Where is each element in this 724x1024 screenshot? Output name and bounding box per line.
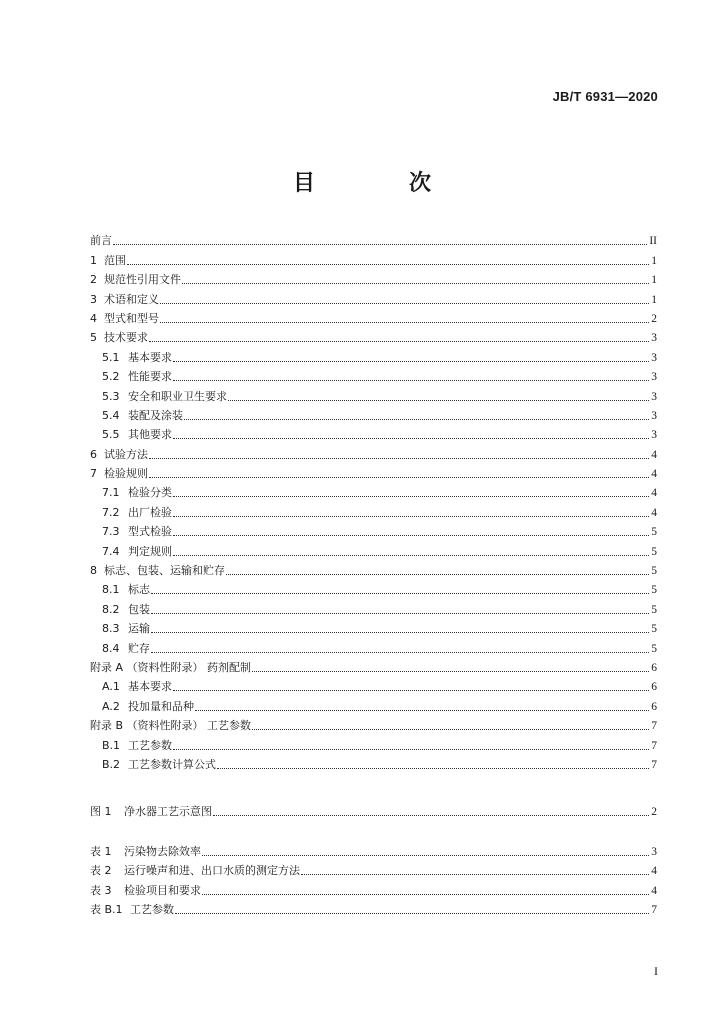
toc-entry-page: 5	[651, 584, 657, 597]
toc-entry-number: 表 B.1	[90, 902, 123, 916]
document-code: JB/T 6931—2020	[552, 89, 658, 104]
toc-entry[interactable]	[90, 481, 657, 500]
toc-entry[interactable]	[90, 539, 657, 558]
toc-entry-label: 基本要求	[128, 350, 172, 364]
toc-dot-leader	[228, 398, 649, 401]
toc-entry-number: 表 2	[90, 864, 112, 878]
toc-dot-leader	[149, 475, 649, 478]
toc-dot-leader	[160, 320, 649, 323]
toc-entry[interactable]	[90, 423, 657, 442]
toc-entry-number: 8	[90, 564, 97, 578]
toc-entry-label: 型式和型号	[104, 311, 159, 325]
toc-entry-number: 3	[90, 292, 97, 306]
toc-entry[interactable]	[90, 500, 657, 519]
toc-dot-leader	[182, 281, 649, 284]
toc-entry-page: 4	[651, 487, 657, 500]
toc-entry-label: 试验方法	[104, 447, 148, 461]
toc-entry[interactable]	[90, 307, 657, 326]
toc-title: 目 次	[292, 171, 467, 196]
toc-entry-label: 包装	[128, 602, 150, 616]
toc-entry-page: 2	[651, 312, 657, 325]
toc-entry-label: 技术要求	[104, 331, 148, 345]
toc-entry-page: 5	[651, 545, 657, 558]
toc-figure-entries	[90, 800, 657, 819]
toc-entry-label: 性能要求	[128, 370, 172, 384]
toc-entry-number: 2	[90, 273, 97, 287]
toc-entry[interactable]	[90, 462, 657, 481]
toc-entry[interactable]	[90, 404, 657, 423]
toc-entry-page: 5	[651, 623, 657, 636]
toc-main-entries	[90, 229, 657, 772]
toc-entry-number: 5.3	[102, 389, 120, 403]
toc-entry-number: 表 1	[90, 844, 112, 858]
toc-entry[interactable]	[90, 442, 657, 461]
toc-dot-leader	[160, 301, 649, 304]
toc-entry-page: 3	[651, 409, 657, 422]
toc-entry-page: 7	[651, 758, 657, 771]
toc-dot-leader	[202, 892, 649, 895]
toc-dot-leader	[149, 339, 649, 342]
toc-entry[interactable]	[90, 578, 657, 597]
toc-entry-page: 5	[651, 565, 657, 578]
toc-entry-label: 工艺参数	[130, 902, 174, 916]
toc-entry-number: 4	[90, 311, 97, 325]
toc-entry-number: 7	[90, 467, 97, 481]
toc-entry-page: 7	[651, 739, 657, 752]
toc-entry-number: B.1	[102, 738, 121, 752]
toc-entry-label: 术语和定义	[104, 292, 159, 306]
toc-entry-number: 1	[90, 253, 97, 267]
toc-entry-number: 8.1	[102, 583, 120, 597]
toc-dot-leader	[217, 766, 649, 769]
toc-entry-page: 4	[651, 865, 657, 878]
toc-entry[interactable]	[90, 839, 657, 858]
toc-entry-number: 5.5	[102, 428, 120, 442]
toc-dot-leader	[195, 708, 649, 711]
toc-entry-number: 7.1	[102, 486, 120, 500]
toc-entry-page: 6	[651, 661, 657, 674]
toc-entry-page: 1	[651, 274, 657, 287]
toc-dot-leader	[173, 553, 649, 556]
toc-entry-label: 附录 A （资料性附录） 药剂配制	[90, 660, 252, 674]
toc-entry-label: 标志	[128, 583, 150, 597]
toc-dot-leader	[252, 669, 649, 672]
toc-entry-number: 7.3	[102, 525, 120, 539]
toc-entry[interactable]	[90, 714, 657, 733]
toc-dot-leader	[149, 456, 649, 459]
toc-entry[interactable]	[90, 326, 657, 345]
toc-entry-page: 4	[651, 448, 657, 461]
toc-entry-label: 规范性引用文件	[104, 273, 181, 287]
toc-entry-label: 运行噪声和进、出口水质的测定方法	[124, 864, 300, 878]
toc-entry-number: A.2	[102, 699, 120, 713]
toc-entry-label: 装配及涂装	[128, 408, 183, 422]
toc-dot-leader	[151, 611, 649, 614]
toc-entry-page: 3	[651, 390, 657, 403]
toc-entry-number: 6	[90, 447, 97, 461]
toc-entry-number: B.2	[102, 757, 121, 771]
toc-entry-number: 表 3	[90, 883, 112, 897]
toc-entry-number: 8.2	[102, 602, 120, 616]
toc-dot-leader	[173, 378, 649, 381]
toc-entry-label: 净水器工艺示意图	[124, 805, 212, 819]
toc-entry-page: 5	[651, 603, 657, 616]
toc-entry-page: 4	[651, 506, 657, 519]
toc-dot-leader	[184, 417, 649, 420]
toc-entry-page: 6	[651, 681, 657, 694]
toc-entry-page: 4	[651, 468, 657, 481]
toc-entry-label: 工艺参数	[128, 738, 172, 752]
toc-table-entries	[90, 839, 657, 917]
toc-dot-leader	[173, 533, 649, 536]
toc-entry-label: 检验规则	[104, 467, 148, 481]
toc-entry[interactable]	[90, 520, 657, 539]
toc-entry-label: 出厂检验	[128, 505, 172, 519]
toc-entry-page: 4	[651, 884, 657, 897]
toc-entry[interactable]	[90, 694, 657, 713]
toc-entry-label: 工艺参数计算公式	[128, 757, 216, 771]
toc-entry-label: 判定规则	[128, 544, 172, 558]
toc-entry[interactable]	[90, 636, 657, 655]
toc-dot-leader	[151, 591, 649, 594]
toc-entry-label: 标志、包装、运输和贮存	[104, 564, 225, 578]
toc-dot-leader	[173, 747, 649, 750]
toc-dot-leader	[252, 727, 649, 730]
toc-entry[interactable]	[90, 384, 657, 403]
toc-dot-leader	[151, 630, 649, 633]
toc-entry-number: A.1	[102, 680, 120, 694]
toc-entry-label: 安全和职业卫生要求	[128, 389, 227, 403]
toc-entry-number: 5	[90, 331, 97, 345]
toc-entry-label: 污染物去除效率	[124, 844, 201, 858]
toc-entry-page: 3	[651, 371, 657, 384]
toc-entry-number: 7.2	[102, 505, 120, 519]
toc-entry-number: 5.4	[102, 408, 120, 422]
toc-entry-page: 5	[651, 642, 657, 655]
toc-entry[interactable]	[90, 898, 657, 917]
toc-entry-page: 5	[651, 526, 657, 539]
toc-dot-leader	[151, 650, 649, 653]
toc-entry-number: 5.1	[102, 350, 120, 364]
toc-entry[interactable]	[90, 268, 657, 287]
toc-entry-page: 3	[651, 351, 657, 364]
toc-entry-number: 8.3	[102, 622, 120, 636]
toc-entry[interactable]	[90, 287, 657, 306]
toc-entry-label: 其他要求	[128, 428, 172, 442]
toc-entry-page: 3	[651, 845, 657, 858]
toc-entry-page: 7	[651, 903, 657, 916]
toc-entry[interactable]	[90, 859, 657, 878]
toc-entry-number: 7.4	[102, 544, 120, 558]
toc-entry[interactable]	[90, 675, 657, 694]
toc-entry[interactable]	[90, 656, 657, 675]
toc-dot-leader	[173, 514, 649, 517]
toc-entry[interactable]	[90, 753, 657, 772]
toc-dot-leader	[213, 813, 649, 816]
toc-entry[interactable]	[90, 559, 657, 578]
toc-entry-label: 附录 B （资料性附录） 工艺参数	[90, 719, 252, 733]
toc-entry-label: 前言	[90, 234, 112, 248]
toc-entry-label: 投加量和品种	[128, 699, 194, 713]
toc-entry-label: 运输	[128, 622, 150, 636]
toc-entry[interactable]	[90, 248, 657, 267]
toc-entry[interactable]	[90, 597, 657, 616]
toc-dot-leader	[173, 688, 649, 691]
toc-dot-leader	[173, 494, 649, 497]
toc-dot-leader	[173, 436, 649, 439]
toc-entry-page: 6	[651, 700, 657, 713]
toc-entry-label: 型式检验	[128, 525, 172, 539]
toc-entry-number: 5.2	[102, 370, 120, 384]
toc-entry-label: 范围	[104, 253, 126, 267]
toc-dot-leader	[301, 872, 649, 875]
toc-dot-leader	[202, 853, 649, 856]
toc-entry-label: 检验分类	[128, 486, 172, 500]
table-of-contents	[90, 229, 657, 917]
toc-entry[interactable]	[90, 733, 657, 752]
toc-entry-page: 1	[651, 293, 657, 306]
toc-entry-label: 贮存	[128, 641, 150, 655]
toc-dot-leader	[113, 242, 647, 245]
toc-entry-page: 3	[651, 429, 657, 442]
toc-entry-number: 图 1	[90, 805, 112, 819]
toc-entry-page: 2	[651, 806, 657, 819]
toc-entry-page: 7	[651, 720, 657, 733]
toc-entry[interactable]	[90, 229, 657, 248]
toc-entry[interactable]	[90, 365, 657, 384]
toc-entry-label: 检验项目和要求	[124, 883, 201, 897]
toc-dot-leader	[175, 911, 649, 914]
page-number: I	[654, 964, 658, 978]
toc-dot-leader	[226, 572, 649, 575]
toc-dot-leader	[173, 359, 649, 362]
toc-entry[interactable]	[90, 345, 657, 364]
toc-entry[interactable]	[90, 800, 657, 819]
toc-entry-number: 8.4	[102, 641, 120, 655]
toc-entry-page: 3	[651, 332, 657, 345]
toc-entry[interactable]	[90, 617, 657, 636]
toc-entry-page: II	[649, 235, 657, 248]
toc-entry[interactable]	[90, 878, 657, 897]
toc-dot-leader	[127, 262, 649, 265]
toc-entry-page: 1	[651, 254, 657, 267]
toc-entry-label: 基本要求	[128, 680, 172, 694]
